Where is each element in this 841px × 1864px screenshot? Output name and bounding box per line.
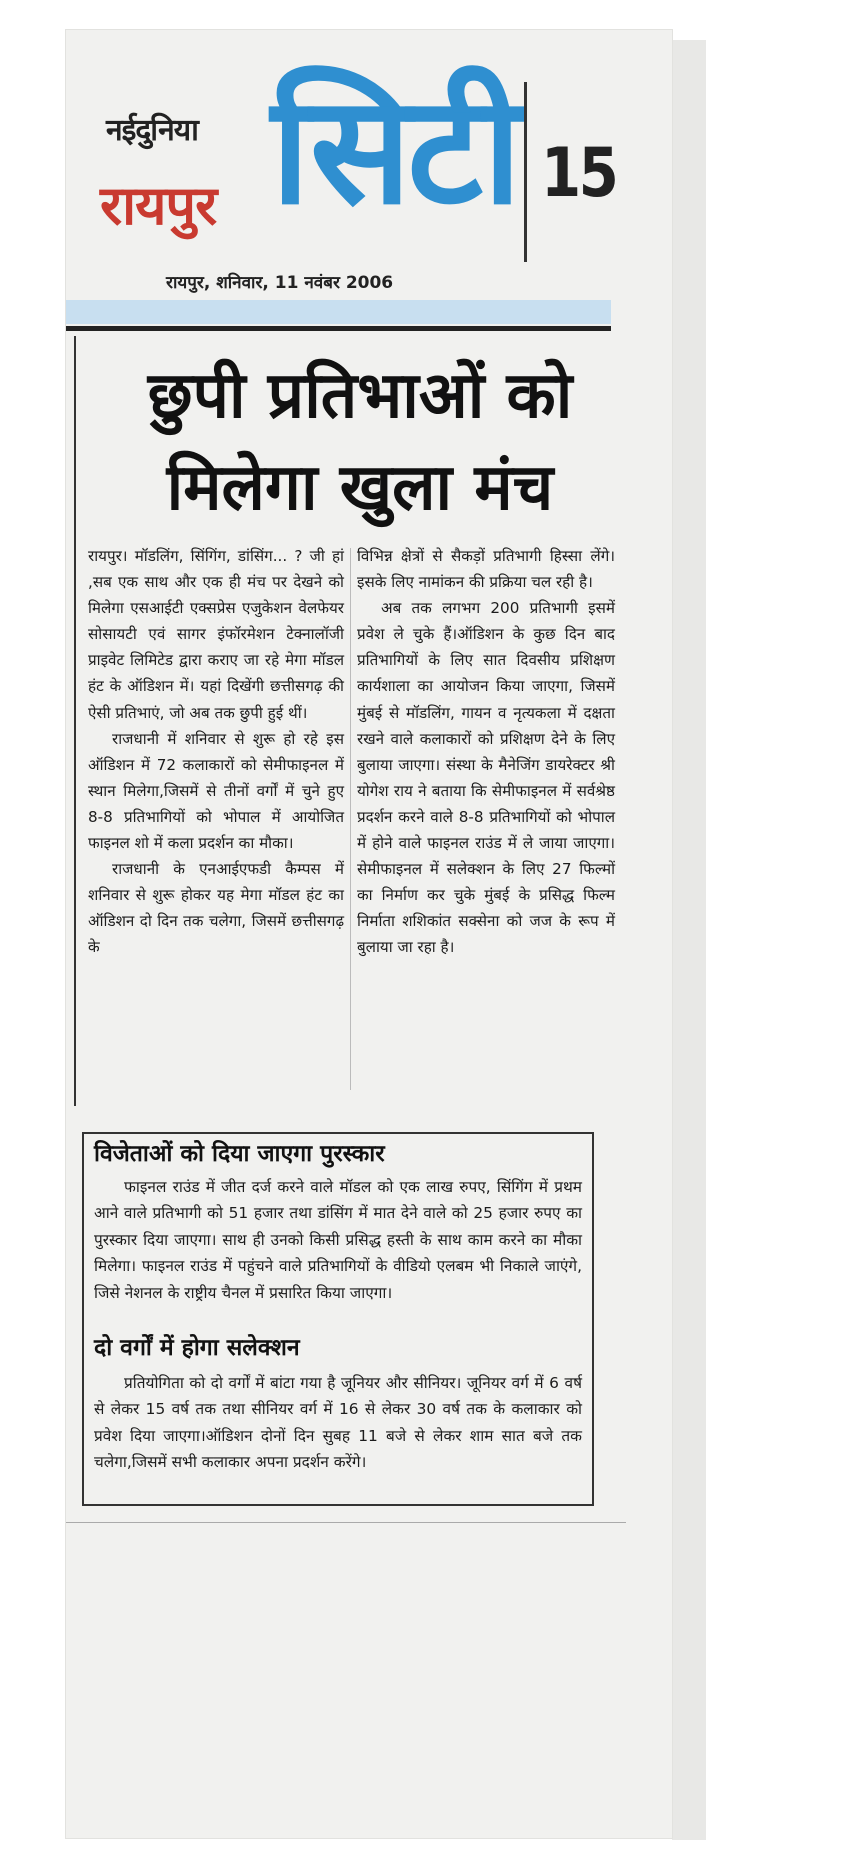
box-paragraph-prizes: फाइनल राउंड में जीत दर्ज करने वाले मॉडल को एक लाख रुपए, सिंगिंग में प्रथम आने वाले प्रतिभागी को 51 हजार तथा डांसिंग में मात देने वाले को 25 हजार रुपए का पुरस्कार दिया जाएगा। साथ ही उनको किसी प्रसिद्ध हस्ती के साथ काम करने का मौका मिलेगा। फाइनल राउंड में पहुंचने वाले प्रतिभागियों के वीडियो एलबम भी निकाले जाएंगे, जिसे नेशनल के राष्ट्रीय चैनल में प्रसारित किया जाएगा। [94, 1178, 582, 1302]
brand-city: सिटी [271, 64, 518, 238]
box-subheading-prizes: विजेताओं को दिया जाएगा पुरस्कार [94, 1141, 385, 1167]
left-column-rule [74, 336, 76, 1106]
brand-raipur: रायपुर [100, 174, 217, 237]
page-number: 15 [541, 134, 617, 213]
masthead-band [66, 300, 611, 324]
bottom-rule [66, 1522, 626, 1523]
box-paragraph-selection: प्रतियोगिता को दो वर्गों में बांटा गया है जूनियर और सीनियर। जूनियर वर्ग में 6 वर्ष से लेकर 15 वर्ष तक तथा सीनियर वर्ग में 16 से लेकर 30 वर्ष तक के कलाकार को प्रवेश दिया जाएगा।ऑडिशन दोनों दिन सुबह 11 बजे से लेकर शाम सात बजे तक चलेगा,जिसमें सभी कलाकार अपना प्रदर्शन करेंगे। [94, 1374, 582, 1472]
brand-naidunia: नईदुनिया [106, 113, 198, 148]
headline-line-1: छुपी प्रतिभाओं को [147, 359, 573, 433]
article-paragraph: अब तक लगभग 200 प्रतिभागी इसमें प्रवेश ले चुके हैं।ऑडिशन के कुछ दिन बाद प्रतिभागियों के लिए सात दिवसीय प्रशिक्षण कार्यशाला का आयोजन किया जाएगा, जिसमें मुंबई से मॉडलिंग, गायन व नृत्यकला में दक्षता रखने वाले कलाकारों को प्रशिक्षण देने के लिए बुलाया जाएगा। संस्था के मैनेजिंग डायरेक्टर श्री योगेश राय ने बताया कि सेमीफाइनल में सर्वश्रेष्ठ प्रदर्शन करने वाले 8-8 प्रतिभागियों को भोपाल में होने वाले फाइनल राउंड में ले जाया जाएगा। सेमीफाइनल में सलेक्शन के लिए 27 फिल्मों का निर्माण कर चुके मुंबई के प्रसिद्ध फिल्म निर्माता शशिकांत सक्सेना को जज के रूप में बुलाया जा रहा है। [357, 599, 615, 957]
headline [90, 350, 630, 534]
article-paragraph: राजधानी के एनआईएफडी कैम्पस में शनिवार से शुरू होकर यह मेगा मॉडल हंट का ऑडिशन दो दिन तक चलेगा, जिसमें छत्तीसगढ़ के [88, 860, 344, 957]
masthead [66, 30, 672, 310]
article-column-1 [88, 543, 344, 961]
article-paragraph: विभिन्न क्षेत्रों से सैकड़ों प्रतिभागी हिस्सा लेंगे। इसके लिए नामांकन की प्रक्रिया चल रही है। [357, 547, 615, 592]
clipping-shadow [672, 40, 706, 1840]
headline-line-2: मिलेगा खुला मंच [166, 451, 554, 525]
sidebar-box [82, 1132, 594, 1506]
dateline: रायपुर, शनिवार, 11 नवंबर 2006 [166, 273, 394, 293]
masthead-divider [524, 82, 527, 262]
masthead-rule [66, 326, 611, 331]
column-divider [350, 548, 351, 1090]
box-subheading-selection: दो वर्गों में होगा सलेक्शन [94, 1335, 300, 1361]
article-paragraph: राजधानी में शनिवार से शुरू हो रहे इस ऑडिशन में 72 कलाकारों को सेमीफाइनल में स्थान मिलेगा,जिसमें से तीनों वर्गों में चुने हुए 8-8 प्रतिभागियों को भोपाल में आयोजित फाइनल शो में कला प्रदर्शन का मौका। [88, 729, 344, 853]
article-column-2 [357, 543, 615, 961]
article-paragraph: रायपुर। मॉडलिंग, सिंगिंग, डांसिंग... ? जी हां ,सब एक साथ और एक ही मंच पर देखने को मिलेगा एसआईटी एक्सप्रेस एजुकेशन वेलफेयर सोसायटी एवं सागर इंफॉरमेशन टेक्नालॉजी प्राइवेट लिमिटेड द्वारा कराए जा रहे मेगा मॉडल हंट के ऑडिशन में। यहां दिखेंगी छत्तीसगढ़ की ऐसी प्रतिभाएं, जो अब तक छुपी हुई थीं। [88, 547, 344, 722]
